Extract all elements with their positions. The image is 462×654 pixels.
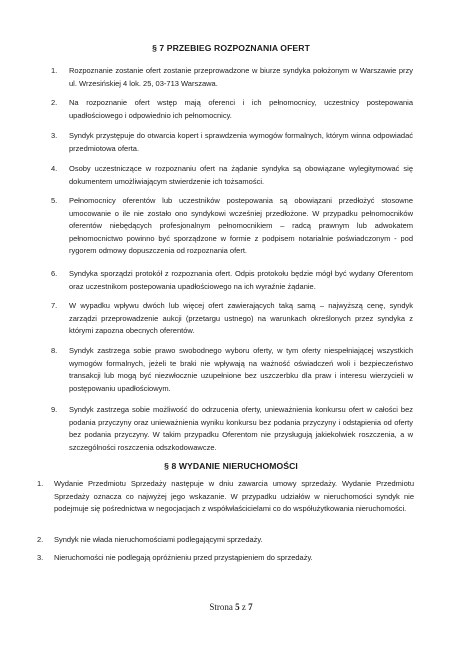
item-number: 4. xyxy=(51,164,58,173)
item-text: Na rozpoznanie ofert wstęp mają oferenci i ich pełnomocnicy, uczestnicy postepowania upadłościowego i odpowiednio ich pełnomocnicy. xyxy=(69,98,413,120)
item-number: 8. xyxy=(51,346,58,355)
item-number: 2. xyxy=(37,535,44,544)
item-number: 5. xyxy=(51,196,58,205)
item-number: 1. xyxy=(51,66,58,75)
item-text: Syndyk nie włada nieruchomościami podlegającymi sprzedaży. xyxy=(54,535,263,544)
page-separator: z xyxy=(241,602,246,612)
item-number: 9. xyxy=(51,405,58,414)
page-word: Strona xyxy=(209,602,233,612)
item-number: 2. xyxy=(51,98,58,107)
item-text: Rozpoznanie zostanie ofert zostanie przeprowadzone w biurze syndyka położonym w Warszawie przy ul. Wrzesińskiej 4 lok. 25, 03-713 Warszawa. xyxy=(69,66,413,88)
item-number: 1. xyxy=(37,479,44,488)
section-7-title: § 7 PRZEBIEG ROZPOZNANIA OFERT xyxy=(152,43,310,53)
section-8-title: § 8 WYDANIE NIERUCHOMOŚCI xyxy=(164,461,298,471)
item-text: Syndyk przystępuje do otwarcia kopert i sprawdzenia wymogów formalnych, którym winna odpowiadać przedmiotowa oferta. xyxy=(69,131,413,153)
item-text: Syndyk zastrzega sobie prawo swobodnego wyboru oferty, w tym oferty niespełniającej wszystkich wymogów formalnych, jeżeli te braki nie wpływają na ważność oświadczeń woli i bezpieczeństwo transakcji lub mogą być niezwłocznie uzupełnione bez uszczerbku dla praw i interesu wierzycieli w postępowaniu upadłościowym. xyxy=(69,346,413,393)
item-text: Pełnomocnicy oferentów lub uczestników postepowania są obowiązani przedłożyć stosowne umocowanie o ile nie zostało ono syndykowi wcześniej przedłożone. W przypadku pełnomocników oferentów niebędących profesjonalnym pełnomocnikiem – radcą prawnym lub adwokatem pełnomocnictwo powinno być sporządzone w formie z podpisem notarialnie poświadczonym - pod rygorem odmowy dopuszczenia od rozpoznania ofert. xyxy=(69,196,413,256)
item-text: Syndyka sporządzi protokół z rozpoznania ofert. Odpis protokołu będzie mógł być wydany Oferentom oraz uczestnikom postepowania upadłościowego na ich wyraźnie żądanie. xyxy=(69,269,413,291)
item-text: Syndyk zastrzega sobie możliwość do odrzucenia oferty, unieważnienia konkursu ofert w całości bez podania przyczyny oraz unieważnienia wyniku konkursu bez podania przyczyny i odstąpienia od oferty bez podania przyczyny. W takim przypadku Oferentom nie przysługują jakiekolwiek roszczenia, a w szczególności roszczenia odszkodowawcze. xyxy=(69,405,413,452)
page-footer xyxy=(0,602,462,612)
item-number: 6. xyxy=(51,269,58,278)
item-number: 3. xyxy=(37,553,44,562)
item-text: Wydanie Przedmiotu Sprzedaży następuje w dniu zawarcia umowy sprzedaży. Wydanie Przedmiotu Sprzedaży oznacza co najwyżej jego wskazanie. W przypadku udziałów w nieruchomości syndyk nie podejmuje się pośrednictwa w negocjacjach z współwłaścicielami co do współużytkowania nieruchomości. xyxy=(54,479,414,514)
item-number: 3. xyxy=(51,131,58,140)
item-text: Nieruchomości nie podlegają opróżnieniu przed przystąpieniem do sprzedaży. xyxy=(54,553,313,562)
item-text: Osoby uczestniczące w rozpoznaniu ofert na żądanie syndyka są obowiązane wylegitymować się dokumentem umożliwiającym stwierdzenie ich tożsamości. xyxy=(69,164,413,186)
item-number: 7. xyxy=(51,301,58,310)
item-text: W wypadku wpływu dwóch lub więcej ofert zawierających taką samą – najwyższą cenę, syndyk zarządzi przeprowadzenie aukcji (przetargu ustnego) na warunkach określonych przez syndyka z którymi zapozna obecnych oferentów. xyxy=(69,301,413,336)
page-current: 5 xyxy=(235,602,240,612)
page-total: 7 xyxy=(248,602,253,612)
